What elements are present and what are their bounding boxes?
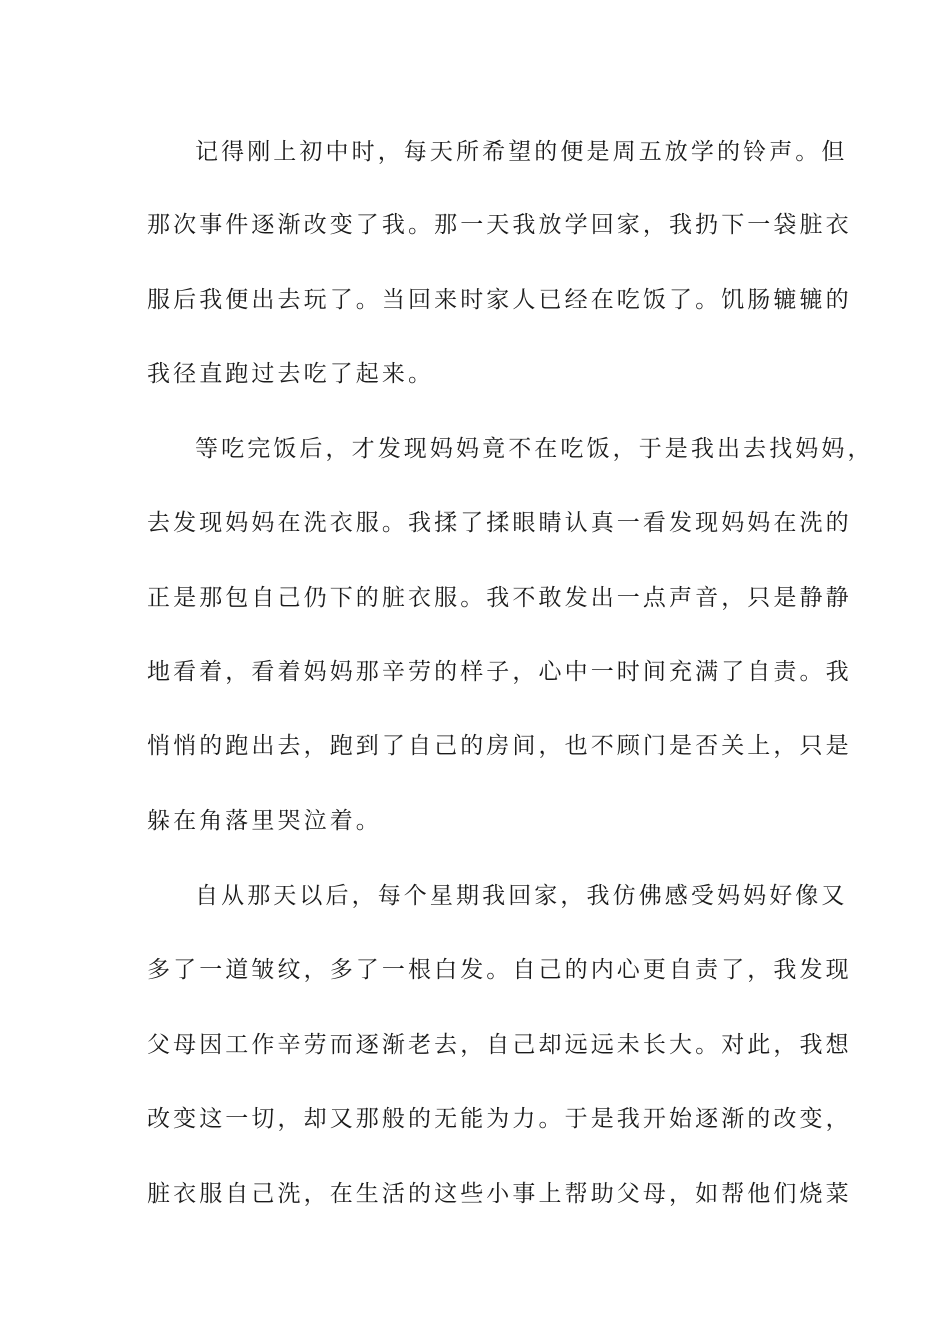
paragraph-1-line-1: 记得刚上初中时，每天所希望的便是周五放学的铃声。但 [195,139,848,165]
paragraph-2-line-1: 等吃完饭后，才发现妈妈竟不在吃饭，于是我出去找妈妈， [195,436,874,462]
paragraph-1-line-3: 服后我便出去玩了。当回来时家人已经在吃饭了。饥肠辘辘的 [147,287,852,313]
paragraph-1-line-4: 我径直跑过去吃了起来。 [147,361,435,387]
paragraph-3-line-5: 脏衣服自己洗，在生活的这些小事上帮助父母，如帮他们烧菜 [147,1181,852,1207]
paragraph-2-line-6: 躲在角落里哭泣着。 [147,808,382,834]
paragraph-3-line-2: 多了一道皱纹，多了一根白发。自己的内心更自责了，我发现 [147,957,852,983]
paragraph-1-line-2: 那次事件逐渐改变了我。那一天我放学回家，我扔下一袋脏衣 [147,212,852,238]
paragraph-2-line-3: 正是那包自己仍下的脏衣服。我不敢发出一点声音，只是静静 [147,585,852,611]
paragraph-2-line-2: 去发现妈妈在洗衣服。我揉了揉眼睛认真一看发现妈妈在洗的 [147,510,852,536]
paragraph-3-line-3: 父母因工作辛劳而逐渐老去，自己却远远未长大。对此，我想 [147,1032,852,1058]
paragraph-3-line-4: 改变这一切，却又那般的无能为力。于是我开始逐渐的改变， [147,1106,852,1132]
paragraph-3-line-1: 自从那天以后，每个星期我回家，我仿佛感受妈妈好像又 [195,883,848,909]
paragraph-2-line-5: 悄悄的跑出去，跑到了自己的房间，也不顾门是否关上，只是 [147,733,852,759]
paragraph-2-line-4: 地看着，看着妈妈那辛劳的样子，心中一时间充满了自责。我 [147,659,852,685]
